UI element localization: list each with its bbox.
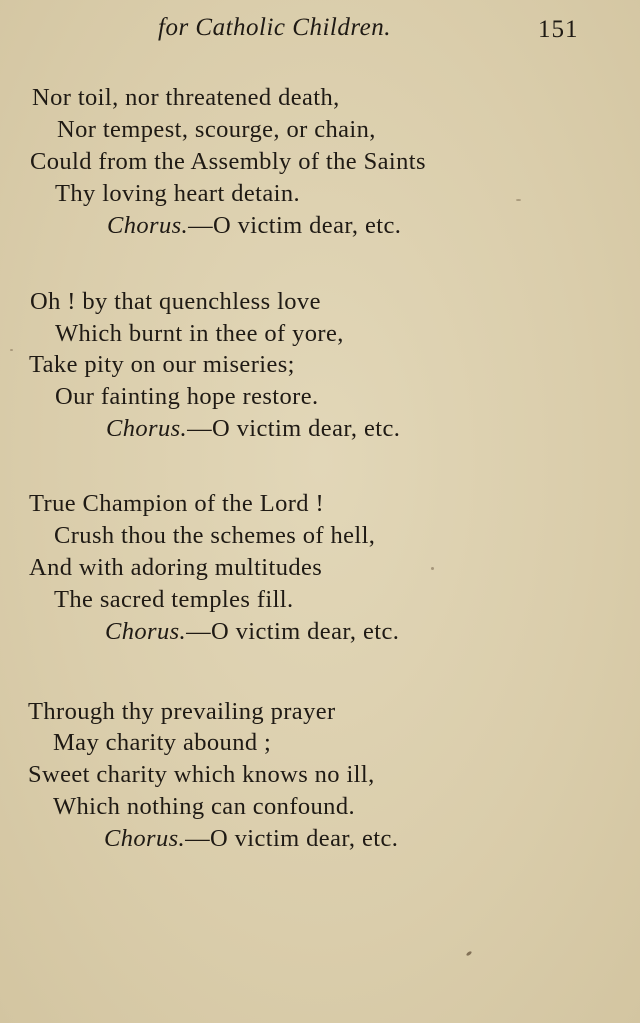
chorus-text: —O victim dear, etc. <box>186 618 400 645</box>
page-number: 151 <box>538 16 579 43</box>
verse-line: Sweet charity which knows no ill, <box>28 761 375 788</box>
chorus-line <box>105 620 399 645</box>
verse-line: Thy loving heart detain. <box>55 180 301 207</box>
verse-line: The sacred temples fill. <box>54 586 294 613</box>
chorus-label: Chorus. <box>106 415 188 442</box>
chorus-line <box>107 214 401 239</box>
chorus-text: —O victim dear, etc. <box>188 212 402 239</box>
verse-line: Which burnt in thee of yore, <box>55 320 344 347</box>
verse-line: True Champion of the Lord ! <box>29 490 325 517</box>
verse-line: Our fainting hope restore. <box>55 383 319 410</box>
chorus-text: —O victim dear, etc. <box>187 415 401 442</box>
verse-line: Crush thou the schemes of hell, <box>54 522 376 549</box>
verse-line: Which nothing can confound. <box>53 793 356 820</box>
running-title: for Catholic Children. <box>158 14 391 41</box>
chorus-label: Chorus. <box>104 825 186 852</box>
chorus-label: Chorus. <box>107 212 189 239</box>
verse-line: Through thy prevailing prayer <box>28 698 336 725</box>
verse-line: Take pity on our miseries; <box>29 351 295 378</box>
verse-line: And with adoring multitudes <box>29 554 323 581</box>
chorus-label: Chorus. <box>105 618 187 645</box>
verse-line: Oh ! by that quenchless love <box>30 288 321 315</box>
verse-line: Nor toil, nor threatened death, <box>32 84 340 111</box>
verse-line: Could from the Assembly of the Saints <box>30 148 426 175</box>
verse-line: Nor tempest, scourge, or chain, <box>57 116 376 143</box>
chorus-line <box>104 827 398 852</box>
verse-line: May charity abound ; <box>53 729 272 756</box>
chorus-text: —O victim dear, etc. <box>185 825 399 852</box>
chorus-line <box>106 417 400 442</box>
